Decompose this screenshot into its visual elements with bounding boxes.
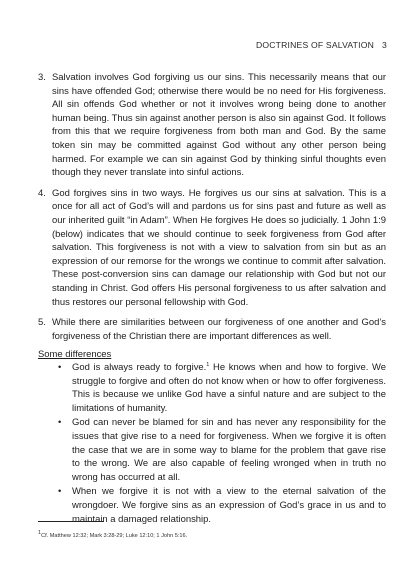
list-number: 3.	[38, 72, 46, 83]
bullet-dot-icon: •	[58, 486, 62, 498]
bullet-item	[58, 485, 386, 526]
list-text: Salvation involves God forgiving us our sins. This necessarily means that our sins have offended God; otherwise there would be no need for His forgiveness. All sin offends God whether or not it involves wrong being done to another human being. Thus sin against another person is also sin against God. It follows from this that we require forgiveness from both man and God. By the same token sin may be committed against God without any other person being harmed. For example we can sin against God by thinking sinful thoughts even though they never translate into sinful actions.	[52, 72, 387, 179]
bullet-list	[58, 361, 386, 527]
list-item	[38, 316, 386, 343]
footnote	[38, 530, 188, 539]
footnote-ref[interactable]: 1	[206, 361, 210, 368]
list-number: 5.	[38, 317, 46, 329]
bullet-item	[58, 361, 386, 415]
bullet-dot-icon: •	[58, 362, 62, 373]
footnote-text: Cf. Matthew 12:32; Mark 3:28-29; Luke 12:10; 1 John 5:16.	[41, 533, 188, 539]
list-text: While there are similarities between our forgiveness of one another and God’s forgiveness of the Christian there are important differences as well.	[52, 317, 386, 342]
footnote-divider	[38, 521, 104, 522]
bullet-text: When we forgive it is not with a view to the eternal salvation of the wrongdoer. We forgive sins as an expression of God’s grace in us and to maintain a damaged relationship.	[72, 486, 386, 525]
bullet-text-continued: He knows when and how to forgive. We struggle to forgive and often do not know when or how to offer forgiveness. This is because we unlike God have a sinful nature and are subject to the limitations of humanity.	[72, 362, 386, 414]
bullet-text: God can never be blamed for sin and has never any responsibility for the issues that give rise to a need for forgiveness. When we forgive it is often the case that we are in some way to blame for the problem that gave rise to the wrong. We are also capable of feeling wronged when in truth no wrong has occurred at all.	[72, 417, 386, 483]
list-text: God forgives sins in two ways. He forgives us our sins at salvation. This is a once for all act of God’s will and pardons us for sins past and future as well as our inherited guilt “in Adam”. When He forgives He does so judicially. 1 John 1:9 (below) indicates that we should continue to seek forgiveness from God after salvation. This forgiveness is not with a view to salvation from sin but as an expression of our remorse for the wrongs we continue to commit after salvation. These post-conversion sins can damage our relationship with God but not our standing in Christ. God offers His personal forgiveness to us after salvation and thus restores our personal fellowship with God.	[52, 187, 386, 308]
bullet-item	[58, 416, 386, 484]
footnote-marker: 1	[38, 530, 42, 537]
section-subheading: Some differences	[38, 349, 112, 360]
list-number: 4.	[38, 187, 46, 199]
header-title: DOCTRINES OF SALVATION	[255, 40, 375, 50]
running-header	[256, 40, 387, 50]
page-number: 3	[382, 40, 387, 50]
bullet-dot-icon: •	[58, 417, 62, 429]
bullet-text: God is always ready to forgive.	[72, 362, 207, 373]
list-item	[38, 187, 386, 309]
numbered-list	[38, 71, 386, 350]
list-item	[38, 71, 386, 180]
